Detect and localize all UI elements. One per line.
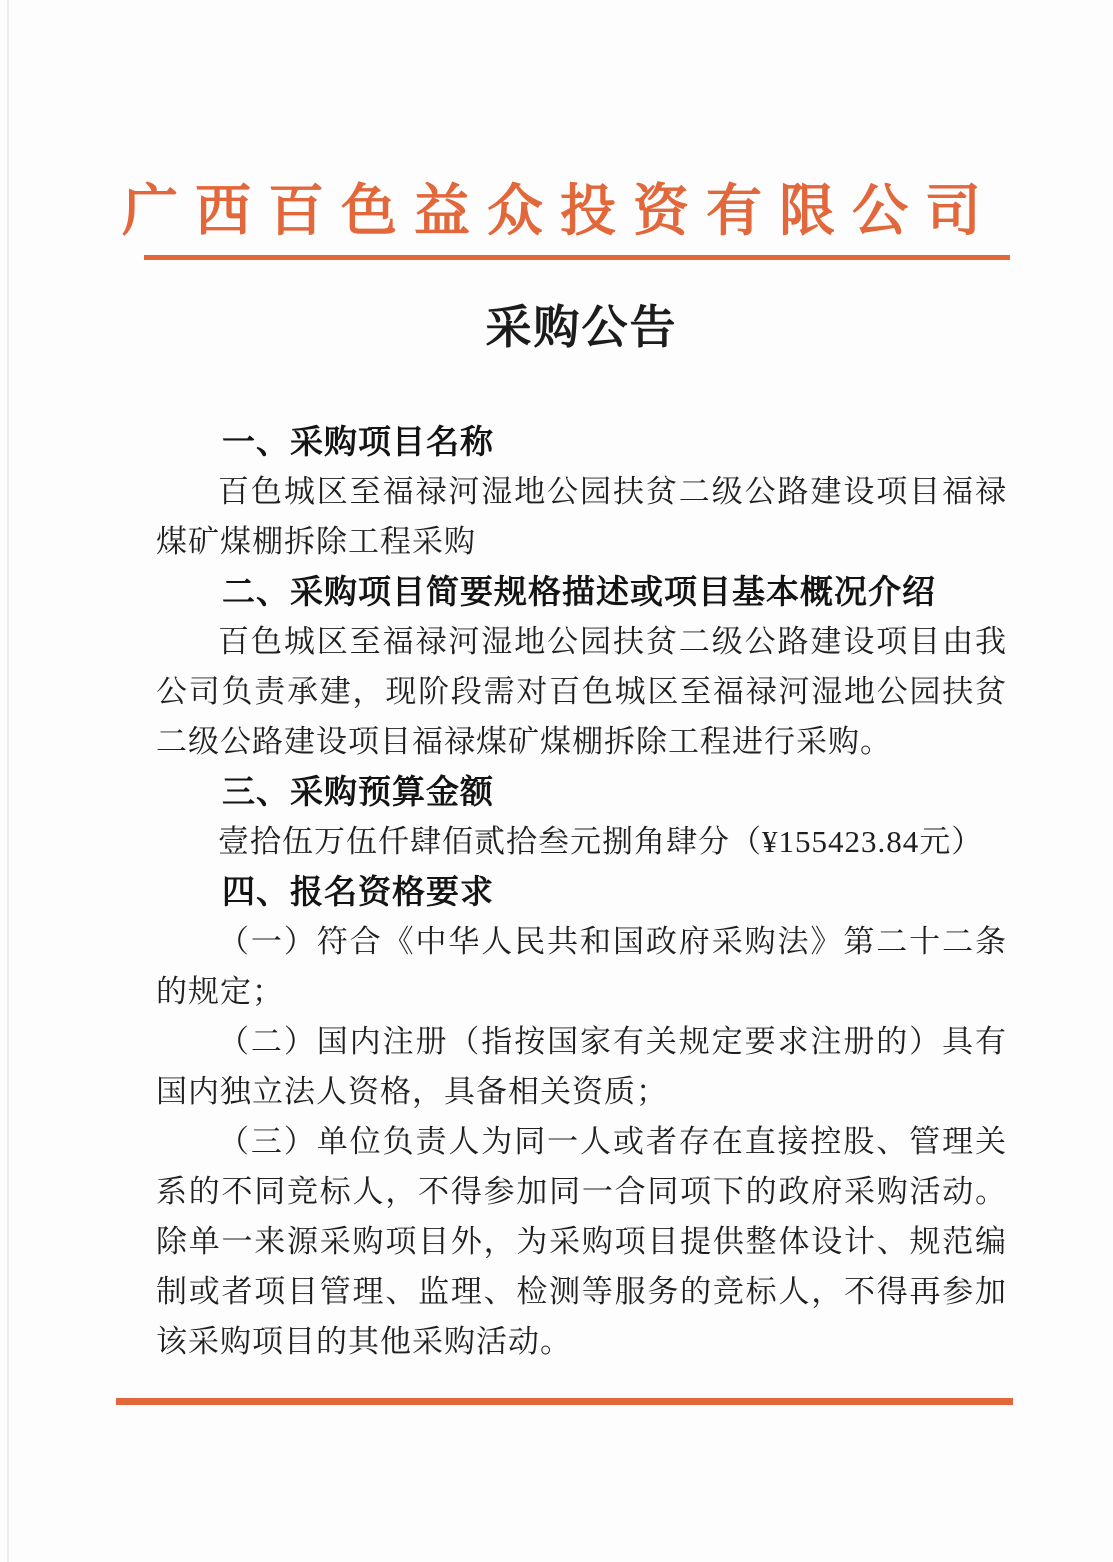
requirement-item-3: （三）单位负责人为同一人或者存在直接控股、管理关系的不同竞标人，不得参加同一合同项下的政府采购活动。除单一来源采购项目外，为采购项目提供整体设计、规范编制或者项目管理、监理、检测等服务的竞标人，不得再参加该采购项目的其他采购活动。 — [156, 1124, 1007, 1359]
section-heading: 四、报名资格要求 — [222, 873, 494, 910]
document-body — [156, 417, 1007, 1367]
section-project-overview — [156, 567, 1007, 767]
section-paragraph: 百色城区至福禄河湿地公园扶贫二级公路建设项目福禄煤矿煤棚拆除工程采购 — [156, 474, 1007, 559]
scan-edge-artifact — [7, 0, 9, 1562]
requirement-item-2: （二）国内注册（指按国家有关规定要求注册的）具有国内独立法人资格，具备相关资质； — [156, 1024, 1007, 1109]
section-heading: 一、采购项目名称 — [222, 423, 494, 460]
footer-divider-line — [116, 1398, 1013, 1405]
company-name-header: 广西百色益众投资有限公司 — [122, 181, 998, 243]
section-project-name — [156, 417, 1007, 567]
requirement-item-1: （一）符合《中华人民共和国政府采购法》第二十二条的规定； — [156, 924, 1007, 1009]
header-divider-line — [144, 255, 1010, 260]
section-paragraph: 百色城区至福禄河湿地公园扶贫二级公路建设项目由我公司负责承建，现阶段需对百色城区至福禄河湿地公园扶贫二级公路建设项目福禄煤矿煤棚拆除工程进行采购。 — [156, 624, 1007, 759]
section-qualification-requirements — [156, 867, 1007, 1367]
document-title: 采购公告 — [485, 302, 678, 353]
section-heading: 二、采购项目简要规格描述或项目基本概况介绍 — [222, 573, 936, 610]
section-budget-amount — [156, 767, 1007, 867]
section-heading: 三、采购预算金额 — [222, 773, 494, 810]
budget-amount-text: 壹拾伍万伍仟肆佰贰拾叁元捌角肆分（¥155423.84元） — [218, 824, 984, 859]
